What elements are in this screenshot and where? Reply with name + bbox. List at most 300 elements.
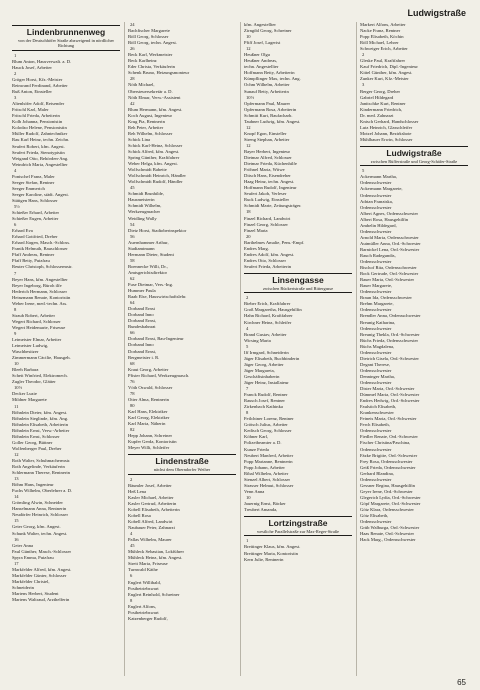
resident-entry: Ordensschwester — [360, 428, 392, 434]
resident-entry: Dorband Ernst, Bau-Ingenieur — [128, 336, 184, 342]
house-number: 12 — [246, 46, 251, 52]
resident-entry: Müller Rudolf, Zahntechniker — [12, 131, 68, 137]
resident-entry: Dorband Inno — [128, 312, 154, 318]
resident-entry: Grömling Alwin, Schneider — [12, 500, 63, 506]
street-description: westliche Parallelstraße zur Max-Reger-Straße — [244, 529, 352, 536]
resident-entry: Schick Alfred, kfm. Angest. — [128, 148, 180, 154]
resident-entry: Mühleck Heinz, kfm. Angest. — [128, 555, 183, 561]
resident-entry: Hausmeisterin — [128, 197, 155, 203]
house-number: 64 — [130, 300, 135, 306]
resident-entry: Ribal Wilhelm, Arbeiter — [244, 470, 289, 476]
resident-entry: Weindrich Maria, Angestellter — [12, 161, 68, 167]
resident-entry: Mildner Margarete — [12, 397, 47, 403]
resident-entry: Geiß Frieda, Ordensschwester — [360, 464, 416, 470]
resident-entry: Iff Irmgard, Schneiderin — [244, 349, 289, 355]
resident-entry: Frey Rosa, Ordensschwester — [360, 458, 413, 464]
house-number: 10 — [246, 34, 251, 40]
house-number: 10 — [246, 494, 251, 500]
resident-entry: Schick Karl-Heinz, Schlosser — [128, 142, 183, 148]
house-number: 42 — [130, 100, 135, 106]
resident-entry: Streng Stephan, Arbeiter — [244, 136, 290, 142]
resident-entry: Dr. med. Zahnarzt — [360, 112, 394, 118]
resident-entry: Ordensschwester — [360, 204, 392, 210]
resident-entry: Hoffmann Betty, Arbeiterin — [244, 70, 295, 76]
resident-entry: Dorband Inno — [128, 342, 154, 348]
street-heading-block — [12, 25, 120, 51]
resident-entry: Seeger Karoline, städt. Angest. — [12, 191, 69, 197]
resident-entry: Jauernig Ernst, Bäcker — [244, 500, 286, 506]
resident-entry: Ruß Anton, Einsteller — [12, 89, 52, 95]
resident-entry: Braun Ida, Ordensschwester — [360, 295, 412, 301]
resident-entry: Popp Johann, Arbeiter — [244, 464, 285, 470]
resident-entry: Nöth Michael, — [128, 82, 155, 88]
resident-entry: Köhner Karl, — [244, 434, 269, 440]
street-description: zwischen Rüfferstraße und Georg-Schäfer-Straße — [360, 159, 468, 166]
resident-entry: Erhard Eva — [12, 228, 33, 234]
resident-entry: Werkzeugmacher — [128, 209, 161, 215]
resident-entry: Barthelmes Amalie, Pens.-Empf. — [244, 239, 305, 245]
house-number: 16 — [14, 536, 19, 542]
house-number: 3 — [362, 82, 365, 88]
resident-entry: Schweiger Erich, Arbeiter — [360, 46, 408, 52]
resident-entry: Ordensschwester — [360, 259, 392, 265]
resident-entry: Endres Marg. — [244, 245, 269, 251]
resident-entry: Koch August, Ingenieur — [128, 112, 173, 118]
column-3 — [240, 22, 352, 676]
resident-entry: Blum Anton, Hausverwalt. a. D. — [12, 58, 72, 64]
house-number: 10½ — [14, 385, 23, 391]
resident-entry: Leimeister Elmar, Arbeiter — [12, 337, 62, 343]
resident-entry: Schmidt Wilhelm, — [128, 203, 162, 209]
street-heading-block — [128, 454, 236, 474]
resident-entry: Schenk Bruno, Heizungsmonteur — [128, 70, 190, 76]
resident-entry: Böll Georg, techn. Angest. — [128, 40, 177, 46]
house-number: 45 — [130, 185, 135, 191]
resident-entry: Reh Peter, Arbeiter — [128, 124, 164, 130]
resident-entry: Mühlbauer Erwin, Schlosser — [360, 136, 413, 142]
resident-entry: Fritschl Karl, Maler — [12, 107, 49, 113]
resident-entry: Wolfschmidt Heinrich, Händler — [128, 173, 186, 179]
resident-entry: Endres Adolf, kfm. Angest. — [244, 251, 295, 257]
resident-entry: Brehm Margarete, — [360, 301, 394, 307]
resident-entry: Fischer Christina/Paschina, — [360, 440, 411, 446]
resident-entry: Knopf Egon, Einsteller — [244, 130, 287, 136]
resident-entry: Lutz Heinrich, Glasschleifer — [360, 124, 413, 130]
resident-entry: Hummer Paula — [128, 288, 156, 294]
house-number: 12 — [246, 142, 251, 148]
resident-entry: Zugler Theodor, Glätter — [12, 379, 56, 385]
resident-entry: Ackermann Margarete, — [360, 186, 403, 192]
resident-entry: Boennecke Willi, Dr., — [128, 263, 168, 269]
resident-entry: Kedisch Georg, Schlosser — [244, 428, 292, 434]
resident-entry: Kümpflinger Max, techn. Ang. — [244, 76, 301, 82]
resident-entry: Karl Maria, Näherin — [128, 421, 166, 427]
resident-entry: Roth Angelinde, Verkäuferin — [12, 464, 65, 469]
house-number: 2 — [246, 295, 249, 301]
resident-entry: Reuter Christoph, Schlossermstr. — [12, 264, 73, 270]
resident-entry: Pfiff Josef, Lagerist — [244, 40, 281, 46]
resident-entry: Heinzmann Renate, Kontoristin — [12, 294, 71, 300]
resident-entry: Kunze Frieda — [244, 446, 269, 452]
resident-entry: Faulstich Elisabeth, — [360, 404, 397, 410]
resident-entry: Gerhard Blandina, — [360, 470, 394, 476]
resident-entry: Ditsch Hans, Eisendreher — [244, 173, 291, 179]
resident-entry: Treubert Amanda, — [244, 506, 278, 512]
street-description: nächst dem Oberndorfer Weiher — [128, 467, 236, 474]
resident-entry: Markfelder Günter, Schlosser — [12, 572, 67, 578]
page-number: 65 — [457, 678, 466, 687]
resident-entry: Schick Lina — [128, 136, 151, 142]
resident-entry: Gröger Horst, Kfz.-Meister — [12, 77, 63, 82]
resident-entry: Blum Hermann, kfm. Angest. — [128, 106, 183, 112]
resident-entry: Brendler Anna, Ordensschwester — [360, 313, 421, 319]
house-number: 8 — [246, 410, 249, 416]
directory-columns — [12, 22, 468, 676]
house-number: 58 — [130, 257, 135, 263]
resident-entry: Ponischel Franz, Maler — [12, 173, 55, 179]
resident-entry: Böhm Hans, Ingenieur — [12, 482, 54, 488]
resident-entry: Bundesbahnrat — [128, 324, 156, 330]
resident-entry: Geschäftsinhaberin — [244, 373, 280, 379]
resident-entry: Dietrich Gisela, Ord.-Schwester — [360, 355, 419, 361]
resident-entry: Ordensschwester — [360, 379, 392, 385]
resident-entry: Zirkenbach Kathinka — [244, 404, 283, 410]
resident-entry: Kolodzo Helene, Pensionistin — [12, 125, 67, 131]
resident-entry: Kupfer Gerda, Kontoristin — [128, 439, 177, 445]
resident-entry: Seeger Stefan, Rentner — [12, 179, 55, 185]
resident-entry: Amtsgerichtsdirektor — [128, 269, 168, 275]
resident-entry: Breunig Thekla, Ord.-Schwester — [360, 331, 420, 337]
resident-entry: Janitschke Kurt, Rentner — [360, 100, 406, 106]
resident-entry: Motzel Johann, Bezirksbote — [360, 130, 412, 136]
resident-entry: Fuse Dietmar, Vers.-Ing. — [128, 282, 174, 288]
resident-entry: Ordensschwester — [360, 476, 392, 482]
resident-entry: Franck Rudolf, Rentner — [244, 392, 288, 398]
resident-entry: Breunig Katharina, — [360, 319, 396, 325]
resident-entry: Ackermann Martha, — [360, 174, 397, 180]
resident-entry: Ruck Ludwig, Einsteller — [244, 197, 290, 203]
house-number: 12 — [14, 451, 19, 457]
resident-entry: Karl Georg, Elektriker — [128, 415, 170, 421]
resident-entry: Haas Renate, Ord.-Schwester — [360, 531, 415, 537]
resident-entry: Bayer Herbert, Ingenieur — [244, 148, 291, 154]
resident-entry: Ordensschwester — [360, 307, 392, 313]
house-number: 4 — [14, 167, 17, 173]
resident-entry: Wolfenberger Paul, Dreher — [12, 445, 62, 451]
house-number: 82 — [130, 427, 135, 433]
resident-entry: Weber Irene, med.-techn. Ass. — [12, 300, 68, 306]
resident-entry: Ferch Elisabeth, — [360, 422, 390, 428]
house-number: 68 — [130, 360, 135, 366]
resident-entry: Haag Heinz, techn. Angest. — [244, 179, 295, 185]
resident-entry: Böhnlein Elisabeth, Arbeiterin — [12, 421, 69, 427]
resident-entry: Jäger Heinz, Installateur — [244, 379, 289, 385]
resident-entry: Krankenschwester — [360, 410, 394, 416]
resident-entry: Opfermann Paul, Maurer — [244, 100, 291, 106]
street-name: Linsengasse — [244, 273, 352, 286]
resident-entry: Röll Michael, Lehrer — [360, 40, 399, 46]
house-number: 26 — [130, 46, 135, 52]
resident-entry: Markfelder Christel, — [12, 578, 50, 584]
resident-entry: Weidling Wally — [128, 215, 157, 221]
resident-entry: Geyer Irene, Ord.-Schwester — [360, 488, 413, 494]
resident-entry: Berger Georg, Dreher — [360, 88, 401, 94]
resident-entry: Kittel Günther, kfm. Angest. — [360, 70, 413, 76]
resident-entry: Dietz Horst, Stadtoberinspektor — [128, 227, 187, 233]
resident-entry: Paul Günther, Masch.-Schlosser — [12, 548, 72, 554]
resident-entry: Straub Robert, Arbeiter — [12, 312, 55, 318]
column-4 — [356, 22, 468, 676]
street-heading-block — [244, 273, 352, 293]
resident-entry: Dister Maria, Ord.-Schwester — [360, 386, 415, 392]
resident-entry: Nacke Franz, Rentner — [360, 28, 401, 34]
resident-entry: Kobell Rosa — [128, 513, 151, 519]
resident-entry: Beyer Hans, kfm. Angestellter — [12, 276, 68, 282]
house-number: 66 — [130, 330, 135, 336]
resident-entry: Barnickel Lena, Ord.-Schwester — [360, 246, 420, 252]
house-number: 1 — [14, 52, 17, 58]
resident-entry: Büchs Magdalena, — [360, 343, 395, 349]
resident-entry: Erhard Jürgen, Masch.-Schloss. — [12, 240, 71, 246]
resident-entry: Böhnlein Ernst, Schlosser — [12, 433, 60, 439]
street-description: zwischen Rückertstraße und Rittergasse — [244, 286, 352, 293]
resident-entry: Rau Karl Heinz, techn. Zeichn. — [12, 137, 70, 143]
resident-entry: Naubauer Peter, Zahnarzt — [128, 525, 175, 531]
resident-entry: Seufert Frieda, Stenotypistin — [12, 149, 65, 155]
resident-entry: Finzel Maria — [244, 227, 268, 233]
house-number: 45 — [130, 543, 135, 549]
resident-entry: Raab Else, Hauswirtschaftslehr. — [128, 294, 187, 300]
resident-entry: Büchs Frieda, Ordensschwester — [360, 337, 419, 343]
resident-entry: Kobell Elisabeth, Arbeiterin — [128, 506, 180, 512]
resident-entry: Bleeh Barbara — [12, 367, 39, 373]
resident-entry: Katzenberger Rudolf, — [128, 615, 168, 621]
resident-entry: Kirchner Heinz, Schleifer — [244, 319, 292, 325]
house-number: 7 — [14, 270, 17, 276]
street-heading-block — [244, 516, 352, 536]
resident-entry: Rauch Radegundis, — [360, 253, 396, 258]
resident-entry: Postbetriebswart — [128, 609, 159, 615]
resident-entry: Albert Agnes, Ordensschwester — [360, 210, 419, 216]
resident-entry: Hauck Josef, Arbeiter — [12, 64, 52, 70]
resident-entry: Polizeibeamter a. D. — [244, 440, 282, 446]
house-number: 20 — [246, 233, 251, 239]
house-number: 10½ — [246, 94, 255, 100]
resident-entry: Strasser Helmut, Schlosser — [244, 482, 294, 488]
resident-entry: Ambelin Hildegard, — [360, 222, 397, 228]
resident-entry: Stättgen Hans, Schlosser — [12, 197, 58, 203]
house-number: 2 — [362, 52, 365, 58]
resident-entry: Martens Waltraud, Arzthelferin — [12, 597, 70, 603]
resident-entry: Auernhammer Arthur, — [128, 239, 169, 245]
resident-entry: Ordensschwester — [360, 349, 392, 355]
resident-entry: Streit Maria, Friseuse — [128, 561, 168, 567]
resident-entry: Ordensschwester — [360, 519, 392, 525]
resident-entry: Scheit Winfried, Elektromech. — [12, 373, 68, 379]
resident-entry: Kauf Friedrich, Dipl.-Ingenieur — [360, 64, 418, 70]
resident-entry: Fuchs Wilhelm, Oberlehrer a. D. — [12, 488, 73, 494]
resident-entry: Wegert Richard, Schlosser — [12, 318, 61, 324]
resident-entry: Martens Herbert, Student — [12, 590, 59, 596]
resident-entry: Böhnlein Dieter, kfm. Angest. — [12, 409, 68, 415]
house-number: 56 — [130, 233, 135, 239]
resident-entry: Vöth Oswald, Schlosser — [128, 384, 173, 390]
resident-entry: Popp Marianne, Rentnerin — [244, 458, 293, 464]
resident-entry: Schmidt Brunhilde, — [128, 191, 164, 197]
resident-entry: Knisch Gerhard, Handschlosser — [360, 118, 419, 124]
resident-entry: Geier Anna — [12, 542, 34, 548]
street-name: Lindenbrunnenweg — [12, 25, 120, 38]
street-description: von der Deutschhöfer Straße abzweigend in nördlicher Richtung — [12, 38, 120, 51]
house-number: 28 — [130, 76, 135, 82]
running-head: Ludwigstraße — [407, 8, 466, 18]
resident-entry: Stadtamtmann — [128, 245, 155, 251]
resident-entry: Gabriel Hildegard — [360, 94, 394, 100]
resident-entry: Wegert Heidemarie, Friseuse — [12, 324, 66, 330]
resident-entry: Englert Alfons, — [128, 603, 157, 609]
resident-entry: Böhnlein Sieglinde, kfm. Ang. — [12, 415, 69, 421]
resident-entry: Albert Rosa, Hausgehilfin — [360, 216, 409, 222]
resident-entry: Ordensschwester — [360, 325, 392, 331]
house-number: 6 — [130, 573, 133, 579]
resident-entry: Schmidt Marie, Zeitungsträger. — [244, 203, 302, 209]
resident-entry: Schlermann Therese, Rentnerin — [12, 470, 70, 476]
house-number: 7 — [246, 386, 249, 392]
resident-entry: Altenhöfer Adolf, Reisender — [12, 101, 65, 107]
resident-entry: Bachfischer Margarete — [128, 28, 170, 34]
resident-entry: Bergmeister i. R. — [128, 354, 160, 360]
resident-entry: Autmüller Anna, Ord.-Schwester — [360, 240, 421, 246]
house-number: 2 — [14, 70, 17, 76]
resident-entry: Zirngibl Georg, Schreiner — [244, 28, 292, 34]
resident-entry: Hermann Dieter, Student — [128, 251, 174, 257]
resident-entry: Heß Lena — [128, 488, 146, 494]
house-number: 80 — [130, 402, 135, 408]
resident-entry: Waschbesitzer — [12, 349, 39, 355]
resident-entry: Seufert Robert, kfm. Angest. — [12, 143, 65, 149]
resident-entry: Schneiderin — [12, 584, 34, 590]
resident-entry: Fäzke Brigitte, Ord.-Schwester — [360, 452, 418, 458]
resident-entry: Popp Elisabeth, Köchin — [360, 34, 404, 40]
resident-entry: Götz Klara, Ordensschwester — [360, 506, 414, 512]
resident-entry: Heußner Olga — [244, 52, 270, 58]
house-number: 6 — [14, 222, 17, 228]
resident-entry: Schießer Eugen, Arbeiter — [12, 216, 59, 222]
resident-entry: Seufert Jakob, Verleser — [244, 191, 287, 197]
house-number: 5 — [246, 343, 249, 349]
resident-entry: Dorband Ernst — [128, 306, 155, 312]
house-number: 62 — [130, 275, 135, 281]
resident-entry: Kasler Gertrud, Arbeiterin — [128, 500, 177, 506]
house-number: 10 — [14, 361, 19, 367]
resident-entry: Kolb Johanna, Pensionistin — [12, 119, 63, 125]
resident-entry: Finzel Georg, Schlosser — [244, 221, 288, 227]
resident-entry: Jäger Margareta, — [244, 367, 275, 373]
resident-entry: Leimeister Ludwig, — [12, 343, 49, 349]
resident-entry: Bauer Margarete, — [360, 283, 393, 289]
resident-entry: Fritschl Frieda, Arbeiterin — [12, 113, 60, 119]
house-number: 24 — [130, 22, 135, 27]
resident-entry: Weigand Otto, Behörden-Ang. — [12, 155, 69, 161]
resident-entry: Ordensschwester — [360, 228, 392, 234]
resident-entry: Taubner Ludwig, kfm. Angest. — [244, 118, 301, 124]
house-number: 18 — [246, 209, 251, 215]
house-number: 9 — [14, 330, 17, 336]
resident-entry: Stenzel Albert, Schlosser — [244, 476, 291, 482]
resident-entry: Seeger Emmerich — [12, 185, 45, 191]
resident-entry: Ordensschwester — [360, 192, 392, 198]
resident-entry: Denninger Martha, — [360, 373, 395, 379]
resident-entry: Gleske Paul, Kraftfahrer — [360, 58, 406, 64]
resident-entry: Postbetriebswart — [128, 585, 159, 591]
resident-entry: Pfister Richard, Werkzeugmasch. — [128, 372, 190, 378]
street-name: Lortzingstraße — [244, 516, 352, 529]
resident-entry: Turnwald Käthe — [128, 567, 158, 573]
resident-entry: Dietmar Alfred, Schlosser — [244, 155, 292, 161]
resident-entry: Pfaff Betty, Putzfrau — [12, 258, 50, 264]
resident-entry: Rausch Josef, Rentner — [244, 398, 285, 404]
house-number: 76 — [130, 378, 135, 384]
resident-entry: kfm. Angestellter — [244, 22, 276, 27]
resident-entry: Degant Therese, — [360, 361, 391, 367]
resident-entry: Roth Walter, Schuhmachermstr. — [12, 457, 71, 463]
resident-entry: Zunker Kurt, Kfz.-Meister — [360, 76, 409, 82]
resident-entry: Beck Karl, Werkmeister — [128, 52, 173, 58]
resident-entry: Hoffmann Rudolf, Ingenieur — [244, 185, 297, 191]
house-number: 12 — [246, 124, 251, 130]
resident-entry: Kasler Michael, Arbeiter — [128, 494, 174, 500]
resident-entry: Fiedler Renate, Ord.-Schwester — [360, 434, 418, 440]
resident-entry: Kobell Alfred, Landwirt — [128, 519, 173, 525]
resident-entry: Hack Marg., Ordensschwester — [360, 537, 416, 543]
resident-entry: Feineis Maria, Ord.-Schwester — [360, 416, 417, 422]
resident-entry: Krug Pia, Rentnerin — [128, 118, 165, 124]
resident-entry: Hepp Johann, Schreiner — [128, 433, 173, 439]
resident-entry: Zimmermann Cäcilie, Hausgeh. — [12, 355, 71, 361]
resident-entry: Jäger Elisabeth, Buchbinderin — [244, 355, 300, 361]
house-number: 3 — [14, 95, 17, 101]
resident-entry: Reh Wilhelm, Schlosser — [128, 130, 173, 136]
column-1 — [12, 22, 120, 676]
resident-entry: Grötsch Julius, Arbeiter — [244, 422, 288, 428]
house-number: 8 — [130, 597, 133, 603]
resident-entry: Ordensschwester — [360, 446, 392, 452]
resident-entry: Pallas Wilhelm, Maurer — [128, 537, 172, 543]
resident-entry: Venn Anna — [244, 488, 265, 494]
resident-entry: Ordensschwester — [360, 367, 392, 373]
resident-entry: Meyer Willi, Schleifer — [128, 445, 170, 451]
street-name: Ludwigstraße — [360, 146, 468, 159]
resident-entry: Brand Gustav, Arbeiter — [244, 331, 287, 337]
resident-entry: Dietmar Frieda, Küchenhilfe — [244, 161, 297, 167]
house-number: 13 — [14, 476, 19, 482]
resident-entry: Bischof Rita, Ordensschwester — [360, 265, 417, 271]
resident-entry: Franik Helmuth, Bauschlosser — [12, 246, 68, 252]
resident-entry: Groß Margaretha, Hausgehilfin — [244, 307, 302, 313]
resident-entry: Götz Elisabeth, — [360, 513, 389, 519]
resident-entry: Böhnlein Ernst, Verw.-Arbeiter — [12, 427, 70, 433]
resident-entry: Grüb Walburga, Ord.-Schwester — [360, 525, 420, 531]
resident-entry: Dorband Ernst, — [128, 318, 157, 324]
resident-entry: Jäger Georg, Arbeiter — [244, 361, 284, 367]
street-heading-block — [360, 146, 468, 166]
house-number: 4 — [130, 531, 133, 537]
resident-entry: Sunauf Betty, Arbeiterin — [244, 88, 289, 94]
resident-entry: Endres Hedwig, Ord.-Schwester — [360, 398, 420, 404]
resident-entry: Glegerich Lydia, Ord.-Schwester — [360, 494, 421, 500]
resident-entry: Feilchtner Lorenz, Rentner — [244, 416, 294, 422]
resident-entry: Schmitt Kurt, Baufacharb. — [244, 112, 293, 118]
